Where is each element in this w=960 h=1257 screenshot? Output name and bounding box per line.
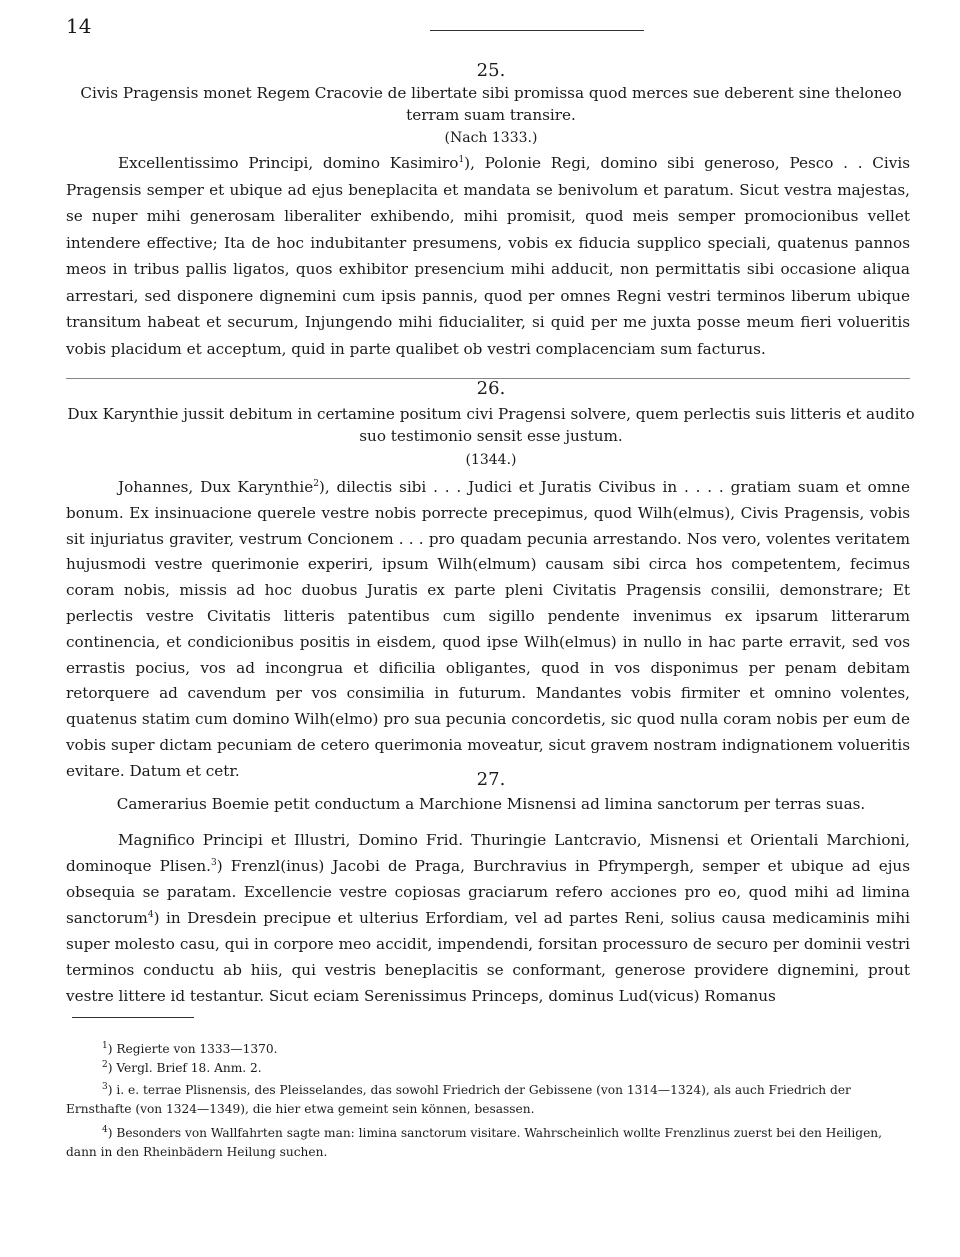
body-text: Excellentissimo Principi, domino Kasimiro [118, 154, 459, 172]
footnote-ref-3: 3 [211, 857, 217, 868]
footnote-mark: 4 [102, 1124, 108, 1135]
footnote-text: ) Vergl. Brief 18. Anm. 2. [107, 1061, 262, 1075]
footnote-mark: 1 [102, 1040, 108, 1051]
document-number-25: 25. [476, 60, 506, 81]
document-date-25: (Nach 1333.) [444, 130, 538, 146]
footnote-mark: 3 [102, 1081, 108, 1092]
footnote-mark: 2 [102, 1059, 108, 1070]
footnote-1 [66, 1040, 910, 1059]
footnote-3 [66, 1081, 910, 1119]
body-text: Johannes, Dux Karynthie [118, 478, 314, 496]
header-rule [430, 30, 644, 31]
document-date-26: (1344.) [465, 452, 517, 468]
page-header [66, 14, 916, 46]
body-text: Magnifico Principi et Illustri, Domino Frid. Thuringie Lantcravio, Misnensi et Orientali Marchioni, dominoque Plisen. [66, 831, 910, 875]
document-number-26: 26. [476, 378, 506, 399]
footnote-ref-4: 4 [147, 909, 154, 920]
footnote-text: ) Besonders von Wallfahrten sagte man: limina sanctorum visitare. Wahrscheinlich wollte Frenzlinus zuerst bei den Heiligen, dann in den Rheinbädern Heilung suchen. [66, 1126, 883, 1159]
footnote-text: ) Regierte von 1333—1370. [107, 1042, 278, 1056]
document-number-27: 27. [476, 769, 506, 790]
footnote-rule [72, 1017, 194, 1018]
document-summary-25: Civis Pragensis monet Regem Cracovie de libertate sibi promissa quod merces sue deberent sine theloneo terram suam transire. [80, 84, 902, 124]
body-text: ), Polonie Regi, domino sibi generoso, Pesco . . Civis Pragensis semper et ubique ad ejus beneplacita et mandata se benivolum et paratum. Sicut vestra majestas, se nuper mihi generosam liberaliter exhibendo, mihi promisit, quod meis semper promocionibus vellet intendere effective; Ita de hoc indubitanter presumens, vobis ex fiducia supplico speciali, quatenus pannos meos in tribus pallis ligatos, quos exhibitor presencium mihi adducit, non permittatis sibi occasione aliqua arrestari, sed disponere dignemini cum ipsis pannis, quod per omnes Regni vestri terminos liberum ubique transitum habeat et securum, Injungendo mihi fiducialiter, si quid per me juxta posse meum fieri volueritis vobis placidum et acceptum, quid in parte qualibet ob vestri complacenciam sum facturus. [66, 154, 910, 358]
body-text: ) in Dresdein precipue et ulterius Erfordiam, vel ad partes Reni, solius causa medicaminis mihi super molesto casu, qui in corpore meo accidit, impendendi, forsitan processuro de securo per dominii vestri terminos conductu ab hiis, qui vestris beneplacitis se conformant, generose providere dignemini, prout vestre littere id testantur. Sicut eciam Serenissimus Princeps, dominus Lud(vicus) Romanus [66, 909, 910, 1005]
body-text: ), dilectis sibi . . . Judici et Juratis Civibus in . . . . gratiam suam et omne bonum. Ex insinuacione querele vestre nobis porrecte precepimus, quod Wilh(elmus), Civis Pragensis, vobis sit injuriatus graviter, vestrum Concionem . . . pro quadam pecunia arrestando. Nos vero, volentes veritatem hujusmodi vestre querimonie experiri, ipsum Wilh(elmum) causam sibi circa hos competentem, fecimus coram nobis, missis ad hoc duobus Juratis ex parte pleni Civitatis Pragensis consilii, demonstrare; Et perlectis vestre Civitatis litteris patentibus cum sigillo pendente invenimus ex ipsarum litterarum continencia, et condicionibus positis in eisdem, quod ipse Wilh(elmus) in nullo in hac parte erravit, sed vos errastis pocius, vos ad incongrua et dificilia obligantes, quod in vos disponimus per penam debitam retorquere ad cavendum per vos consimilia in futurum. Mandantes vobis firmiter et omnino volentes, quatenus statim cum domino Wilh(elmo) pro sua pecunia concordetis, sic quod nulla coram nobis per eum de vobis super dictam pecuniam de cetero querimonia moveatur, sicut gravem nostram indignationem volueritis evitare. Datum et cetr. [66, 478, 910, 780]
document-body-25 [66, 150, 910, 362]
document-body-26 [66, 475, 910, 785]
footnote-2 [66, 1059, 910, 1078]
footnote-ref-1: 1 [458, 154, 465, 165]
document-summary-26: Dux Karynthie jussit debitum in certamine positum civi Pragensi solvere, quem perlectis suis litteris et audito suo testimonio sensit esse justum. [67, 405, 915, 445]
page-number: 14 [66, 14, 92, 38]
footnote-ref-2: 2 [313, 478, 319, 489]
document-body-27 [66, 827, 910, 1009]
body-text: ) Frenzl(inus) Jacobi de Praga, Burchravius in Pfrympergh, semper et ubique ad ejus obsequia se paratam. Excellencie vestre copiosas graciarum refero acciones pro eo, quod mihi ad limina sanctorum [66, 857, 910, 927]
footnote-4 [66, 1124, 910, 1162]
document-summary-27: Camerarius Boemie petit conductum a Marchione Misnensi ad limina sanctorum per terras suas. [116, 795, 866, 813]
footnote-text: ) i. e. terrae Plisnensis, des Pleisselandes, das sowohl Friedrich der Gebissene (von 1314—1324), als auch Friedrich der Ernsthafte (von 1324—1349), die hier etwa gemeint sein können, besassen. [66, 1083, 851, 1116]
